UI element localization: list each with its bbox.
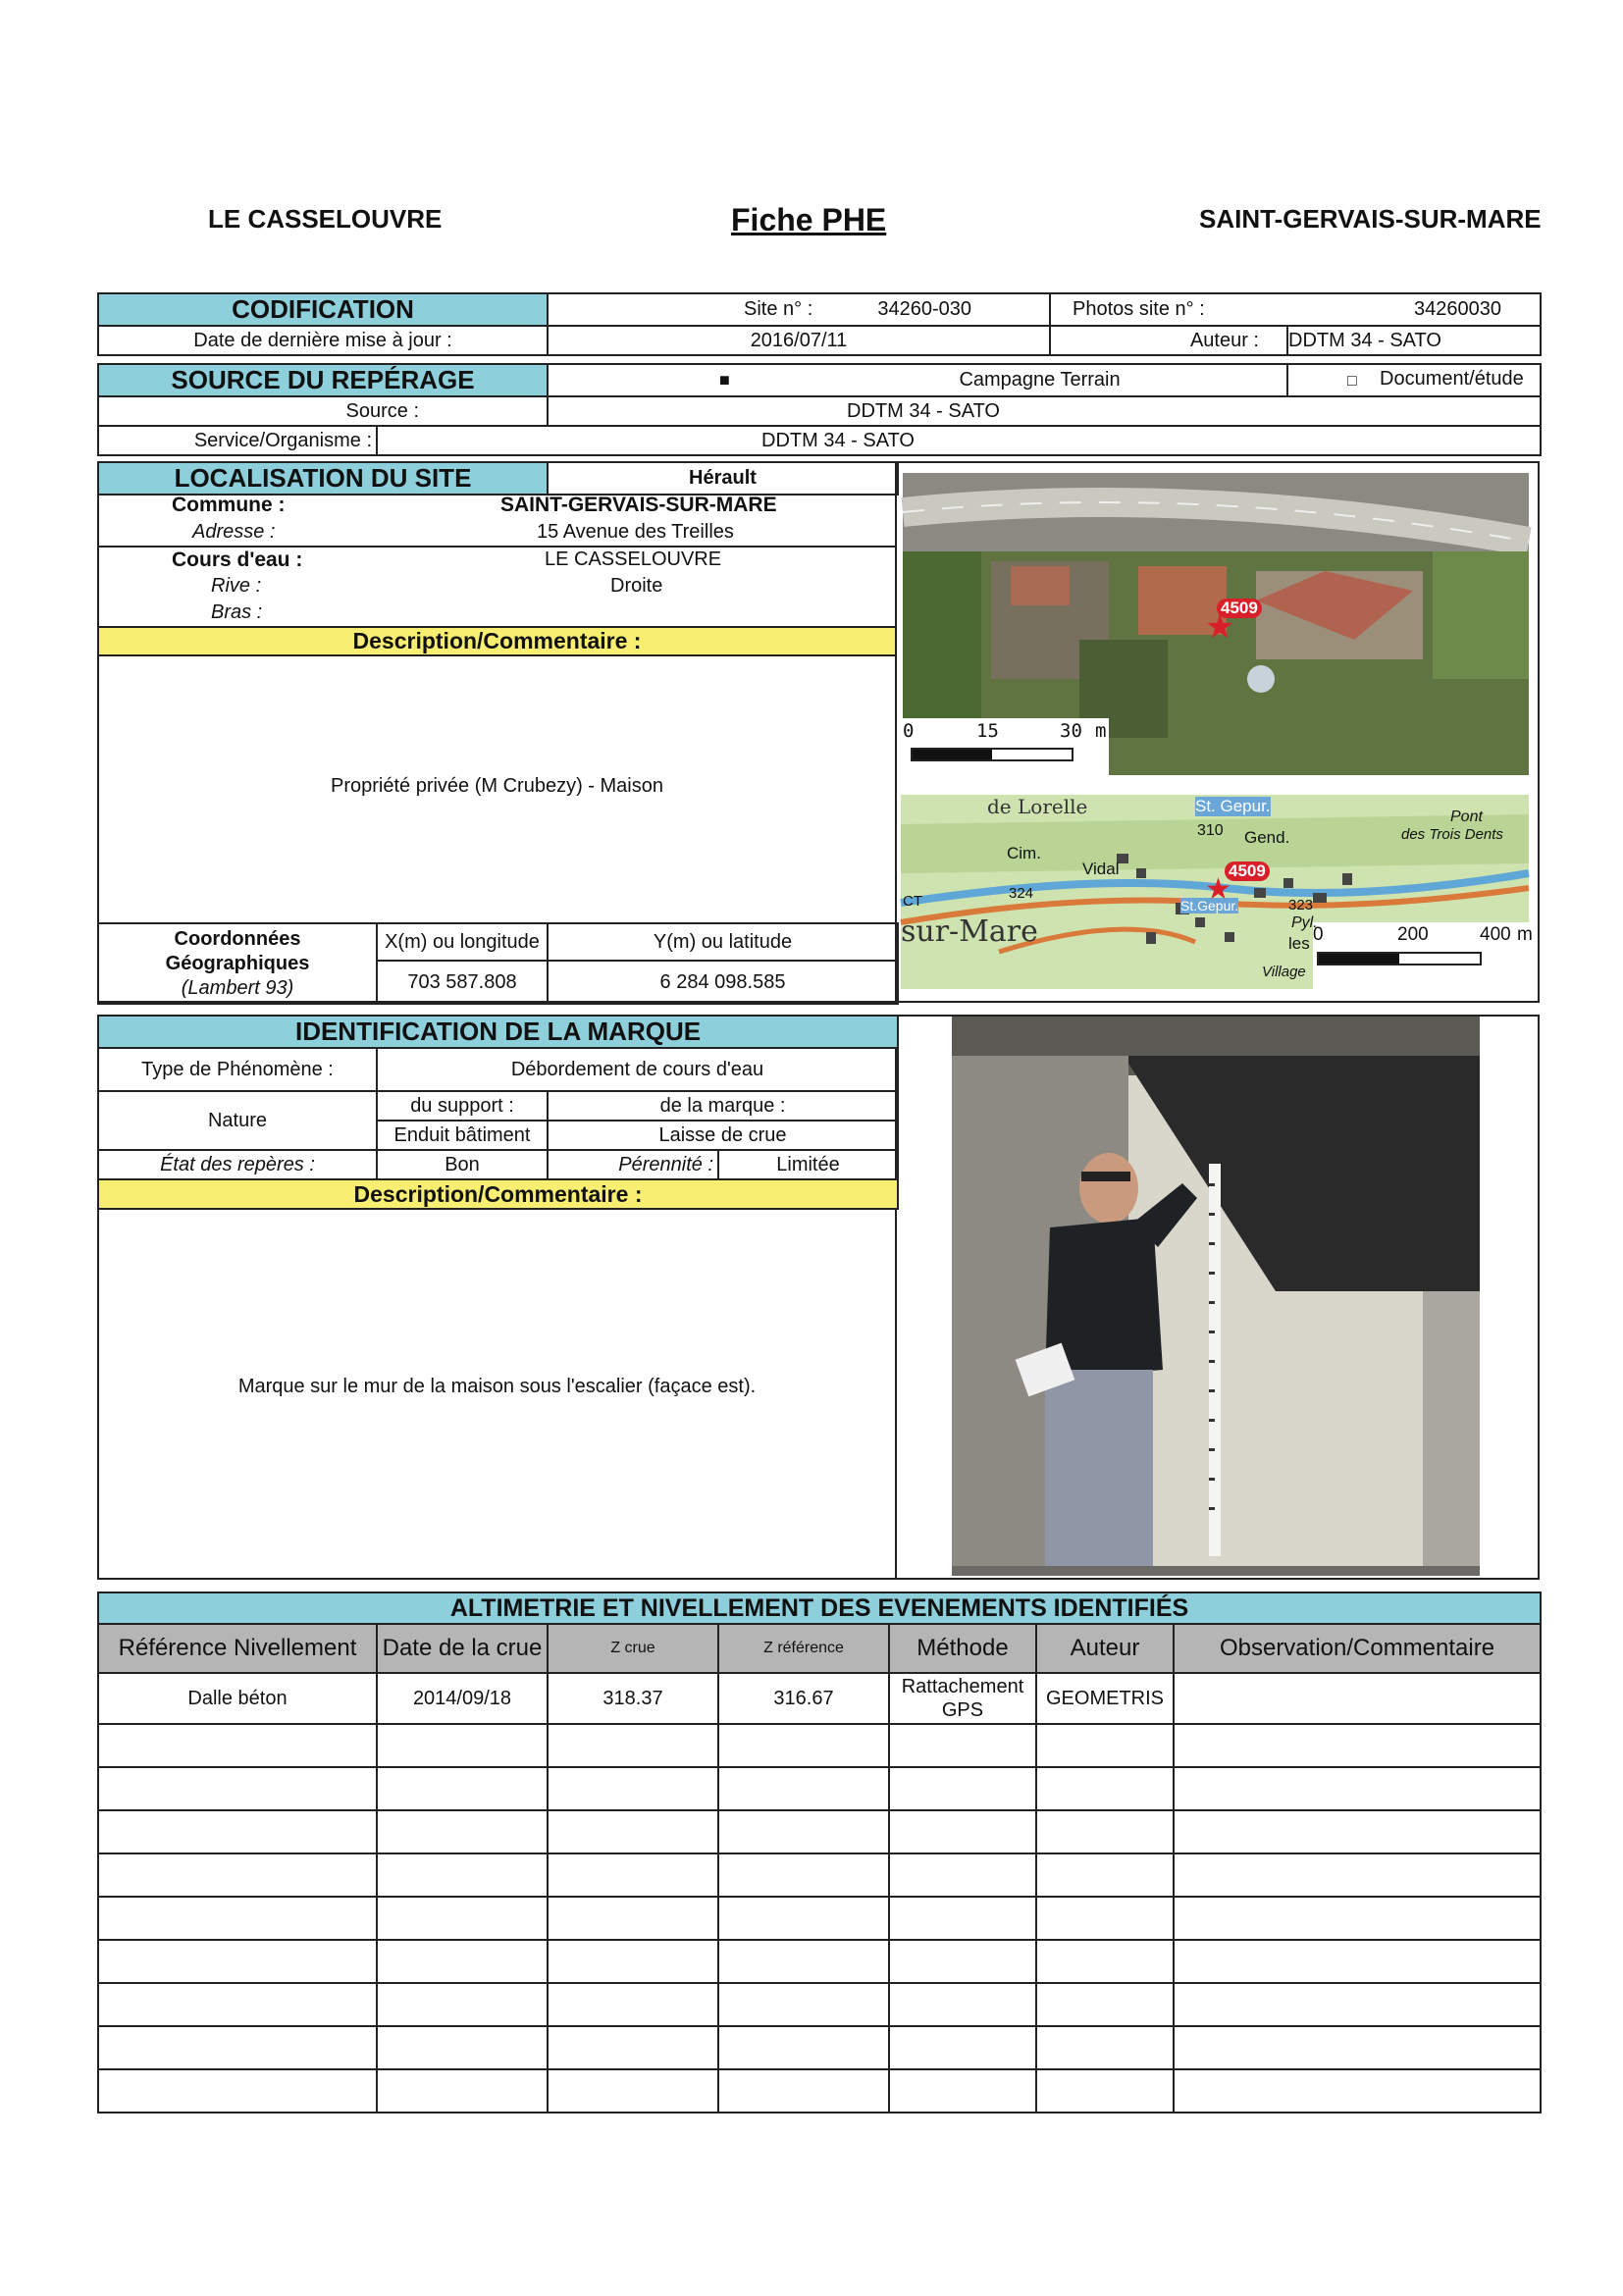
photos-number [1050, 293, 1541, 326]
commune-value: SAINT-GERVAIS-SUR-MARE [500, 494, 777, 516]
col-reference: Référence Nivellement [98, 1624, 377, 1673]
col-z-crue: Z crue [548, 1624, 718, 1673]
empty-row [98, 1983, 1541, 2026]
topo-label-pont: Pont [1450, 809, 1483, 825]
col-z-reference: Z référence [718, 1624, 889, 1673]
cours-value: LE CASSELOUVRE [545, 548, 722, 570]
topo-label-village: Village [1262, 964, 1306, 980]
topo-scale-400: 400 [1480, 924, 1511, 945]
empty-row [98, 1853, 1541, 1897]
nature-label: Nature [98, 1091, 377, 1150]
etat-value: Bon [377, 1150, 548, 1179]
row-auteur: GEOMETRIS [1036, 1673, 1174, 1724]
identification-table [97, 1015, 899, 1210]
type-label: Type de Phénomène : [98, 1048, 377, 1091]
aerial-scale [903, 718, 1109, 775]
altimetrie-title: ALTIMETRIE ET NIVELLEMENT DES EVENEMENTS IDENTIFIÉS [98, 1592, 1541, 1624]
support-value: Enduit bâtiment [377, 1121, 548, 1150]
topo-label-stgepur: St.Gepur. [1180, 898, 1239, 913]
topo-label-324: 324 [1009, 885, 1034, 902]
source-table [97, 363, 1542, 456]
empty-row [98, 1897, 1541, 1940]
x-value: 703 587.808 [377, 961, 548, 1004]
row-methode [889, 1673, 1036, 1724]
departement: Hérault [548, 462, 898, 495]
site-number [548, 293, 1050, 326]
col-methode: Méthode [889, 1624, 1036, 1673]
etat-label: État des repères : [98, 1150, 377, 1179]
marque-label: de la marque : [548, 1091, 898, 1121]
service-label: Service/Organisme : [98, 426, 377, 455]
loc-desc-text: Propriété privée (M Crubezy) - Maison [331, 775, 663, 797]
altimetrie-table [97, 1592, 1542, 2113]
document-label: Document/étude [1380, 368, 1524, 390]
row-methode-2: GPS [941, 1699, 984, 1721]
adresse-value: 15 Avenue des Treilles [537, 521, 734, 543]
topo-scale-bar [1317, 952, 1482, 965]
auteur-label: Auteur : [1050, 326, 1287, 355]
topo-label-lorelle: de Lorelle [987, 795, 1088, 818]
date-label: Date de dernière mise à jour : [98, 326, 548, 355]
campagne-option [548, 364, 1287, 396]
empty-row [98, 2026, 1541, 2069]
table-row [98, 1673, 1541, 1724]
perennite-label: Pérennité : [548, 1150, 718, 1179]
topo-scale-200: 200 [1397, 924, 1429, 945]
aerial-photo [903, 473, 1529, 775]
topo-label-310: 310 [1197, 822, 1224, 839]
site-value: 34260-030 [877, 298, 971, 320]
loc-desc-title: Description/Commentaire : [97, 626, 897, 656]
aerial-scale-15: 15 [976, 720, 999, 742]
aerial-scale-bar [911, 748, 1073, 761]
bras-label: Bras : [211, 601, 263, 623]
commune-label: Commune : [172, 494, 286, 516]
localisation-title: LOCALISATION DU SITE [98, 462, 548, 495]
col-auteur: Auteur [1036, 1624, 1174, 1673]
marque-value: Laisse de crue [548, 1121, 898, 1150]
service-value: DDTM 34 - SATO [377, 426, 1541, 455]
header-left: LE CASSELOUVRE [208, 204, 443, 234]
topo-label-cim: Cim. [1007, 844, 1041, 862]
y-label: Y(m) ou latitude [548, 923, 898, 961]
coord-label-3: (Lambert 93) [181, 976, 294, 999]
campagne-checkbox: ■ [719, 370, 730, 390]
coord-label-2: Géographiques [165, 952, 310, 974]
perennite-value: Limitée [718, 1150, 898, 1179]
topo-label-gend: Gend. [1244, 828, 1290, 847]
topo-label-surmare: sur-Mare [901, 914, 1038, 949]
aerial-marker-label: 4509 [1217, 599, 1262, 618]
topo-label-323: 323 [1288, 897, 1314, 913]
topo-scale-0: 0 [1313, 924, 1324, 945]
id-desc-title: Description/Commentaire : [98, 1179, 898, 1209]
coord-label [98, 923, 377, 1004]
topo-label-troisdents: des Trois Dents [1401, 826, 1503, 843]
source-value: DDTM 34 - SATO [548, 396, 1541, 426]
topo-label-les: les [1288, 934, 1310, 953]
source-label: Source : [98, 396, 548, 426]
row-z-ref: 316.67 [718, 1673, 889, 1724]
topo-label-pyl: Pyl. [1291, 914, 1318, 931]
row-methode-1: Rattachement [901, 1676, 1024, 1697]
col-observation: Observation/Commentaire [1174, 1624, 1541, 1673]
localisation-table [97, 461, 899, 496]
topo-scale-unit: m [1517, 924, 1533, 945]
row-observation [1174, 1673, 1541, 1724]
topo-marker-icon: ★ [1205, 873, 1231, 906]
mark-photo-image [952, 1017, 1480, 1576]
support-label: du support : [377, 1091, 548, 1121]
header-right: SAINT-GERVAIS-SUR-MARE [1199, 204, 1542, 234]
photos-label: Photos site n° : [1073, 298, 1205, 320]
codification-table [97, 292, 1542, 356]
codification-title: CODIFICATION [98, 293, 548, 326]
empty-row [98, 2069, 1541, 2113]
row-reference: Dalle béton [98, 1673, 377, 1724]
identification-title: IDENTIFICATION DE LA MARQUE [98, 1016, 898, 1048]
document-checkbox: □ [1347, 373, 1357, 390]
site-label: Site n° : [744, 298, 813, 320]
source-title: SOURCE DU REPÉRAGE [98, 364, 548, 396]
auteur-value: DDTM 34 - SATO [1287, 326, 1541, 355]
topo-marker-label: 4509 [1225, 861, 1270, 881]
rive-value: Droite [610, 575, 663, 597]
empty-row [98, 1810, 1541, 1853]
col-date: Date de la crue [377, 1624, 548, 1673]
coord-label-1: Coordonnées [174, 927, 301, 950]
campagne-label: Campagne Terrain [959, 369, 1121, 391]
date-value: 2016/07/11 [548, 326, 1050, 355]
topo-label-ct: CT [903, 893, 922, 910]
topo-label-stgervais: St. Gepur. [1195, 797, 1271, 815]
aerial-scale-unit: m [1095, 720, 1107, 742]
photos-value: 34260030 [1414, 298, 1502, 320]
altimetrie-header-row [98, 1624, 1541, 1673]
y-value: 6 284 098.585 [548, 961, 898, 1004]
row-date: 2014/09/18 [377, 1673, 548, 1724]
aerial-scale-0: 0 [903, 720, 915, 742]
empty-row [98, 1724, 1541, 1767]
id-desc-text: Marque sur le mur de la maison sous l'escalier (façace est). [237, 1376, 757, 1397]
aerial-scale-30: 30 [1060, 720, 1082, 742]
cours-label: Cours d'eau : [172, 548, 303, 571]
divider [97, 546, 897, 548]
empty-row [98, 1767, 1541, 1810]
aerial-marker-icon: ★ [1205, 608, 1235, 646]
mark-photo [952, 1017, 1480, 1576]
empty-row [98, 1940, 1541, 1983]
x-label: X(m) ou longitude [377, 923, 548, 961]
row-z-crue: 318.37 [548, 1673, 718, 1724]
page-title: Fiche PHE [731, 202, 887, 237]
coordinates-table [97, 922, 899, 1005]
topo-map [901, 795, 1533, 989]
adresse-label: Adresse : [192, 521, 276, 543]
topo-scale [1313, 924, 1533, 989]
type-value: Débordement de cours d'eau [377, 1048, 898, 1091]
rive-label: Rive : [211, 575, 262, 597]
topo-label-vidal: Vidal [1082, 860, 1120, 878]
